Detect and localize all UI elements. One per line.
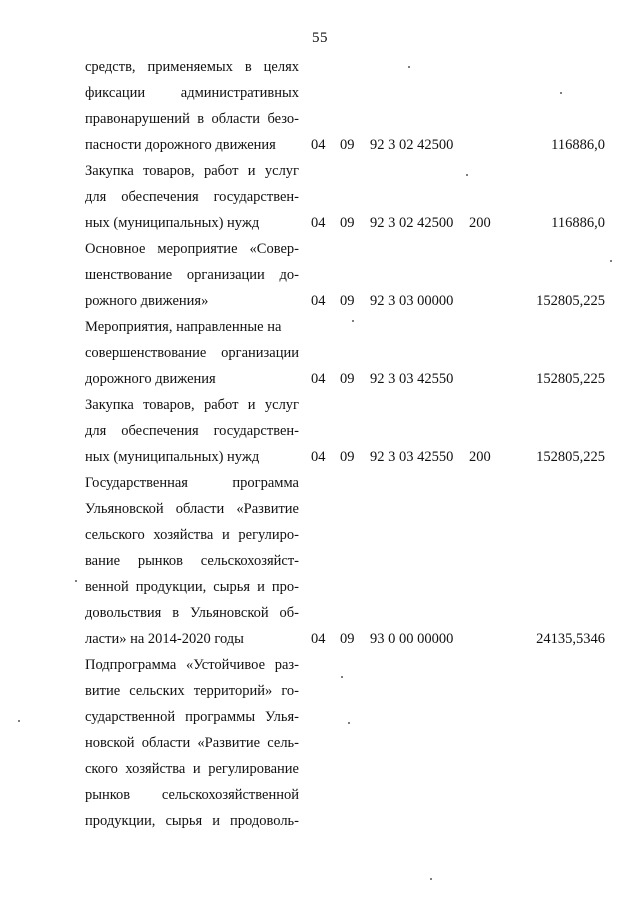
scan-speck	[430, 878, 432, 880]
subsection-code: 09	[340, 293, 355, 309]
description-line: Подпрограмма «Устойчивое раз-	[85, 657, 299, 673]
target-item-code: 92 3 03 00000	[370, 293, 454, 309]
target-item-code: 92 3 02 42500	[370, 137, 454, 153]
scan-speck	[610, 260, 612, 262]
subsection-code: 09	[340, 371, 355, 387]
description-line: вание рынков сельскохозяйст-	[85, 553, 299, 569]
description-line: рожного движения»	[85, 293, 209, 309]
amount: 152805,225	[536, 449, 605, 465]
description-line: фиксации административных	[85, 85, 299, 101]
subsection-code: 09	[340, 631, 355, 647]
scan-speck	[560, 92, 562, 94]
target-item-code: 92 3 03 42550	[370, 371, 454, 387]
description-line: для обеспечения государствен-	[85, 189, 299, 205]
target-item-code: 92 3 03 42550	[370, 449, 454, 465]
subsection-code: 09	[340, 449, 355, 465]
description-line: шенствование организации до-	[85, 267, 299, 283]
expense-type-code: 200	[469, 449, 491, 465]
description-line: ласти» на 2014-2020 годы	[85, 631, 244, 647]
scan-speck	[341, 676, 343, 678]
description-line: для обеспечения государствен-	[85, 423, 299, 439]
description-line: ского хозяйства и регулирование	[85, 761, 299, 777]
description-line: дорожного движения	[85, 371, 216, 387]
amount: 116886,0	[551, 215, 605, 231]
subsection-code: 09	[340, 215, 355, 231]
amount: 152805,225	[536, 293, 605, 309]
target-item-code: 92 3 02 42500	[370, 215, 454, 231]
description-line: средств, применяемых в целях	[85, 59, 299, 75]
description-line: рынков сельскохозяйственной	[85, 787, 299, 803]
scan-speck	[18, 720, 20, 722]
description-line: Основное мероприятие «Совер-	[85, 241, 299, 257]
scan-speck	[408, 66, 410, 68]
scan-speck	[75, 580, 77, 582]
section-code: 04	[311, 449, 326, 465]
scan-speck	[352, 320, 354, 322]
description-line: Государственная программа	[85, 475, 299, 491]
description-line: пасности дорожного движения	[85, 137, 276, 153]
amount: 24135,5346	[536, 631, 605, 647]
description-line: Мероприятия, направленные на	[85, 319, 282, 335]
description-line: Закупка товаров, работ и услуг	[85, 397, 299, 413]
section-code: 04	[311, 293, 326, 309]
description-line: довольствия в Ульяновской об-	[85, 605, 299, 621]
description-line: венной продукции, сырья и про-	[85, 579, 299, 595]
description-line: сударственной программы Улья-	[85, 709, 299, 725]
section-code: 04	[311, 215, 326, 231]
section-code: 04	[311, 631, 326, 647]
description-line: совершенствование организации	[85, 345, 299, 361]
description-line: Ульяновской области «Развитие	[85, 501, 299, 517]
description-line: сельского хозяйства и регулиро-	[85, 527, 299, 543]
scan-speck	[348, 722, 350, 724]
scan-speck	[466, 174, 468, 176]
amount: 152805,225	[536, 371, 605, 387]
description-line: продукции, сырья и продоволь-	[85, 813, 299, 829]
section-code: 04	[311, 371, 326, 387]
expense-type-code: 200	[469, 215, 491, 231]
subsection-code: 09	[340, 137, 355, 153]
description-line: витие сельских территорий» го-	[85, 683, 299, 699]
description-line: новской области «Развитие сель-	[85, 735, 299, 751]
description-line: Закупка товаров, работ и услуг	[85, 163, 299, 179]
description-line: ных (муниципальных) нужд	[85, 215, 260, 231]
description-line: ных (муниципальных) нужд	[85, 449, 260, 465]
section-code: 04	[311, 137, 326, 153]
target-item-code: 93 0 00 00000	[370, 631, 454, 647]
amount: 116886,0	[551, 137, 605, 153]
page-number: 55	[312, 30, 328, 46]
description-line: правонарушений в области безо-	[85, 111, 299, 127]
